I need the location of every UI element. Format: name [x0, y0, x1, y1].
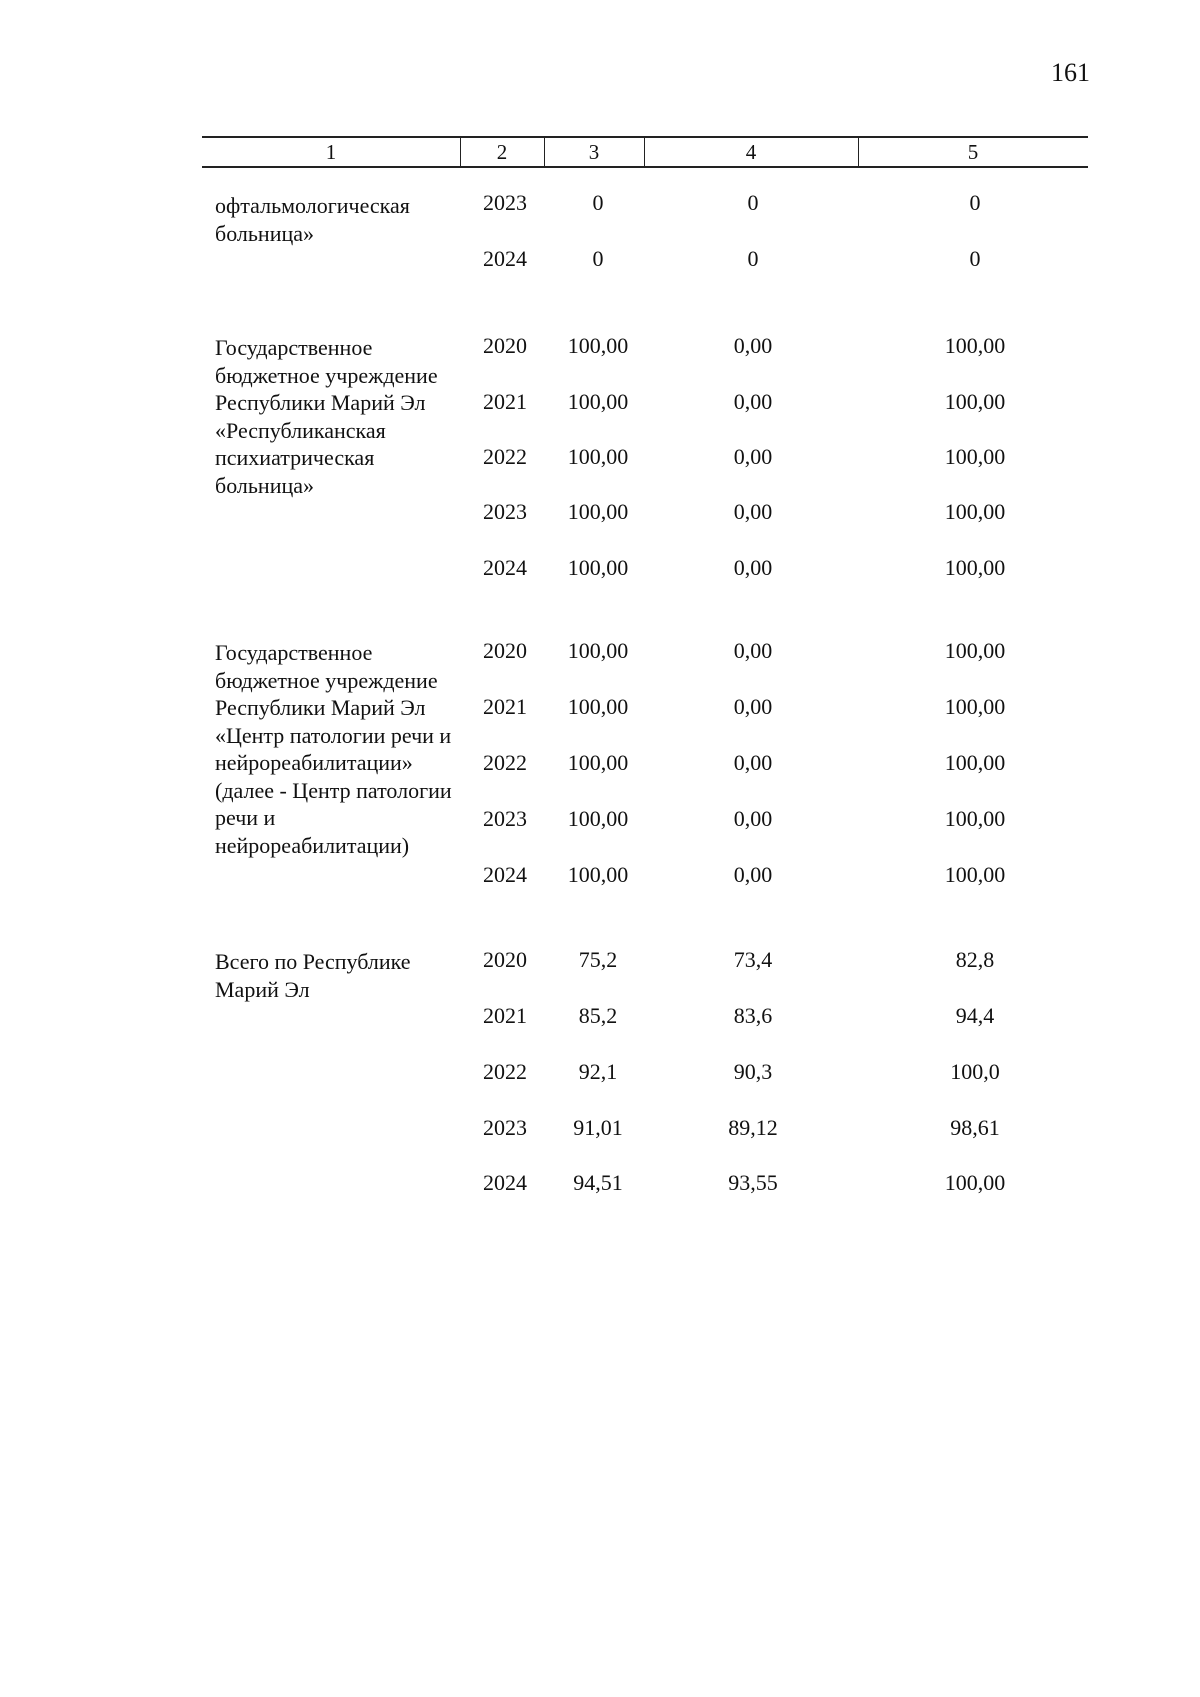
- table-row: [0, 387, 1200, 417]
- value-cell-4: 0,00: [733, 389, 773, 414]
- year-cell: 2024: [483, 862, 527, 887]
- value-cell-5: 0: [969, 190, 981, 215]
- year-cell: 2020: [483, 333, 527, 358]
- table-row: [0, 1168, 1200, 1198]
- value-cell-3: 92,1: [578, 1059, 618, 1084]
- value-cell-5: 100,00: [944, 638, 1006, 663]
- value-cell-5: 100,00: [944, 1170, 1006, 1195]
- value-cell-4: 0,00: [733, 333, 773, 358]
- value-cell-3: 100,00: [567, 444, 629, 469]
- value-cell-4: 89,12: [728, 1115, 778, 1140]
- value-cell-3: 100,00: [567, 638, 629, 663]
- value-cell-4: 83,6: [733, 1003, 773, 1028]
- table-row: [0, 188, 1200, 218]
- value-cell-3: 100,00: [567, 389, 629, 414]
- page-number: 161: [1051, 58, 1090, 87]
- year-cell: 2022: [483, 1059, 527, 1084]
- value-cell-3: 75,2: [578, 947, 618, 972]
- value-cell-4: 0: [747, 246, 759, 271]
- value-cell-3: 91,01: [573, 1115, 623, 1140]
- value-cell-3: 85,2: [578, 1003, 618, 1028]
- value-cell-4: 90,3: [733, 1059, 773, 1084]
- value-cell-5: 0: [969, 246, 981, 271]
- value-cell-4: 0,00: [733, 555, 773, 580]
- table-row: [0, 1057, 1200, 1087]
- value-cell-4: 0,00: [733, 444, 773, 469]
- value-cell-5: 100,00: [944, 750, 1006, 775]
- table-row: [0, 442, 1200, 472]
- value-cell-4: 0,00: [733, 750, 773, 775]
- value-cell-4: 73,4: [733, 947, 773, 972]
- year-cell: 2024: [483, 1170, 527, 1195]
- value-cell-5: 100,00: [944, 389, 1006, 414]
- value-cell-5: 100,00: [944, 499, 1006, 524]
- table-row: [0, 945, 1200, 975]
- value-cell-3: 100,00: [567, 555, 629, 580]
- value-cell-3: 100,00: [567, 862, 629, 887]
- value-cell-5: 100,00: [944, 333, 1006, 358]
- table-row: [0, 1113, 1200, 1143]
- value-cell-5: 98,61: [950, 1115, 1000, 1140]
- value-cell-3: 100,00: [567, 333, 629, 358]
- value-cell-5: 100,0: [950, 1059, 1000, 1084]
- table-column-header: [202, 136, 1088, 168]
- table-row: [0, 636, 1200, 666]
- year-cell: 2023: [483, 499, 527, 524]
- value-cell-4: 0: [747, 190, 759, 215]
- institution-description: офтальмологическая больница»: [215, 193, 410, 246]
- institution-description: Государственное бюджетное учреждение Республики Марий Эл «Республиканская психиатрическая больница»: [215, 335, 438, 498]
- column-header-1: 1: [325, 140, 337, 164]
- value-cell-3: 100,00: [567, 694, 629, 719]
- year-cell: 2023: [483, 1115, 527, 1140]
- table-row: [0, 244, 1200, 274]
- column-header-3: 3: [588, 140, 600, 164]
- table-row: [0, 1001, 1200, 1031]
- year-cell: 2023: [483, 190, 527, 215]
- table-row: [0, 804, 1200, 834]
- column-header-2: 2: [496, 140, 508, 164]
- column-header-5: 5: [967, 140, 979, 164]
- value-cell-3: 0: [592, 246, 604, 271]
- table-row: [0, 553, 1200, 583]
- year-cell: 2021: [483, 694, 527, 719]
- value-cell-4: 0,00: [733, 499, 773, 524]
- value-cell-4: 0,00: [733, 638, 773, 663]
- value-cell-5: 100,00: [944, 555, 1006, 580]
- year-cell: 2021: [483, 389, 527, 414]
- value-cell-3: 0: [592, 190, 604, 215]
- year-cell: 2020: [483, 638, 527, 663]
- total-description: Всего по Республике Марий Эл: [215, 949, 411, 1002]
- value-cell-4: 0,00: [733, 806, 773, 831]
- year-cell: 2022: [483, 444, 527, 469]
- value-cell-5: 94,4: [955, 1003, 995, 1028]
- value-cell-3: 100,00: [567, 750, 629, 775]
- value-cell-3: 100,00: [567, 499, 629, 524]
- year-cell: 2024: [483, 246, 527, 271]
- value-cell-4: 93,55: [728, 1170, 778, 1195]
- table-row: [0, 331, 1200, 361]
- table-row: [0, 748, 1200, 778]
- table-row: [0, 860, 1200, 890]
- value-cell-3: 100,00: [567, 806, 629, 831]
- value-cell-5: 100,00: [944, 694, 1006, 719]
- year-cell: 2023: [483, 806, 527, 831]
- value-cell-4: 0,00: [733, 862, 773, 887]
- year-cell: 2021: [483, 1003, 527, 1028]
- value-cell-5: 82,8: [955, 947, 995, 972]
- value-cell-4: 0,00: [733, 694, 773, 719]
- value-cell-5: 100,00: [944, 862, 1006, 887]
- year-cell: 2020: [483, 947, 527, 972]
- value-cell-5: 100,00: [944, 806, 1006, 831]
- table-row: [0, 497, 1200, 527]
- table-row: [0, 692, 1200, 722]
- value-cell-3: 94,51: [573, 1170, 623, 1195]
- institution-description: Государственное бюджетное учреждение Республики Марий Эл «Центр патологии речи и нейрореабилитации» (далее - Центр патологии речи и нейрореабилитации): [215, 640, 452, 858]
- value-cell-5: 100,00: [944, 444, 1006, 469]
- year-cell: 2022: [483, 750, 527, 775]
- year-cell: 2024: [483, 555, 527, 580]
- column-header-4: 4: [745, 140, 757, 164]
